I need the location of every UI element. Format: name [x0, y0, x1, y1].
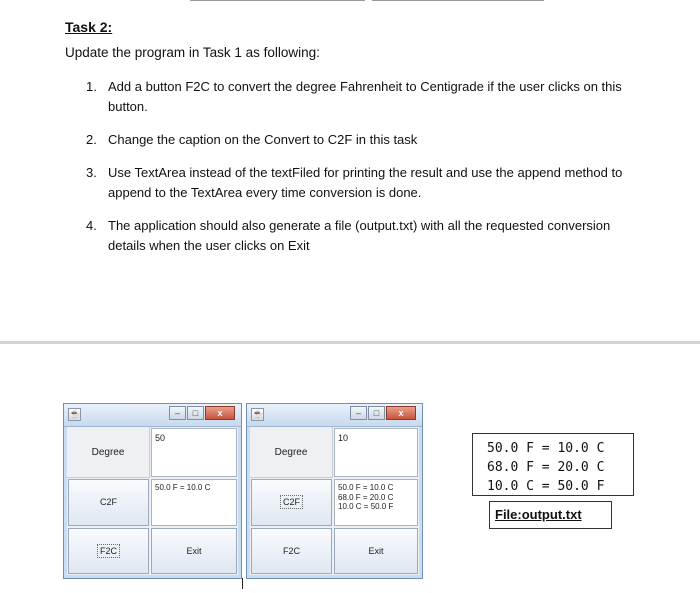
- item-text: Add a button F2C to convert the degree Fahrenheit to Centigrade if the user clicks on this button.: [108, 79, 622, 114]
- item-number: 1.: [86, 79, 97, 94]
- output-file-label: File:output.txt: [489, 501, 612, 529]
- item-text: Use TextArea instead of the textFiled for printing the result and use the append method to append to the TextArea every time conversion is done.: [108, 165, 623, 200]
- maximize-icon[interactable]: □: [187, 406, 204, 420]
- output-line: 10.0 C = 50.0 F: [487, 479, 605, 494]
- text-cursor: [242, 578, 243, 589]
- result-textarea[interactable]: 50.0 F = 10.0 C: [151, 479, 237, 526]
- java-app-icon: ☕: [69, 409, 81, 419]
- degree-label: Degree: [250, 427, 333, 478]
- close-icon[interactable]: x: [205, 406, 235, 420]
- window-titlebar[interactable]: [64, 404, 241, 427]
- result-textarea[interactable]: 50.0 F = 10.0 C 68.0 F = 20.0 C 10.0 C = 50.0 F: [334, 479, 418, 526]
- c2f-button[interactable]: C2F: [68, 479, 149, 526]
- top-border-line: [190, 0, 365, 1]
- item-number: 2.: [86, 132, 97, 147]
- item-text: Change the caption on the Convert to C2F in this task: [108, 132, 418, 147]
- exit-button[interactable]: Exit: [151, 528, 237, 575]
- window-titlebar[interactable]: [247, 404, 422, 427]
- converter-window-left: [63, 403, 242, 579]
- f2c-button[interactable]: [68, 528, 149, 575]
- task-title: Task 2:: [65, 19, 113, 35]
- item-text: The application should also generate a file (output.txt) with all the requested conversion details when the user clicks on Exit: [108, 218, 611, 253]
- item-number: 4.: [86, 218, 97, 233]
- exit-button[interactable]: Exit: [334, 528, 418, 575]
- degree-input[interactable]: 10: [334, 428, 418, 477]
- minimize-icon[interactable]: –: [169, 406, 186, 420]
- c2f-button[interactable]: [251, 479, 332, 526]
- section-divider: [0, 341, 700, 344]
- output-file-contents: [472, 433, 634, 496]
- item-number: 3.: [86, 165, 97, 180]
- close-icon[interactable]: x: [386, 406, 416, 420]
- java-app-icon: ☕: [252, 409, 264, 419]
- converter-window-right: [246, 403, 423, 579]
- output-line: 50.0 F = 10.0 C: [487, 441, 605, 456]
- f2c-button-label: F2C: [97, 544, 120, 558]
- degree-input[interactable]: 50: [151, 428, 237, 477]
- output-line: 68.0 F = 20.0 C: [487, 460, 605, 475]
- top-border-line: [372, 0, 544, 1]
- f2c-button[interactable]: F2C: [251, 528, 332, 575]
- minimize-icon[interactable]: –: [350, 406, 367, 420]
- degree-label: Degree: [67, 427, 150, 478]
- maximize-icon[interactable]: □: [368, 406, 385, 420]
- task-intro: Update the program in Task 1 as following:: [65, 45, 320, 60]
- c2f-button-label: C2F: [280, 495, 303, 509]
